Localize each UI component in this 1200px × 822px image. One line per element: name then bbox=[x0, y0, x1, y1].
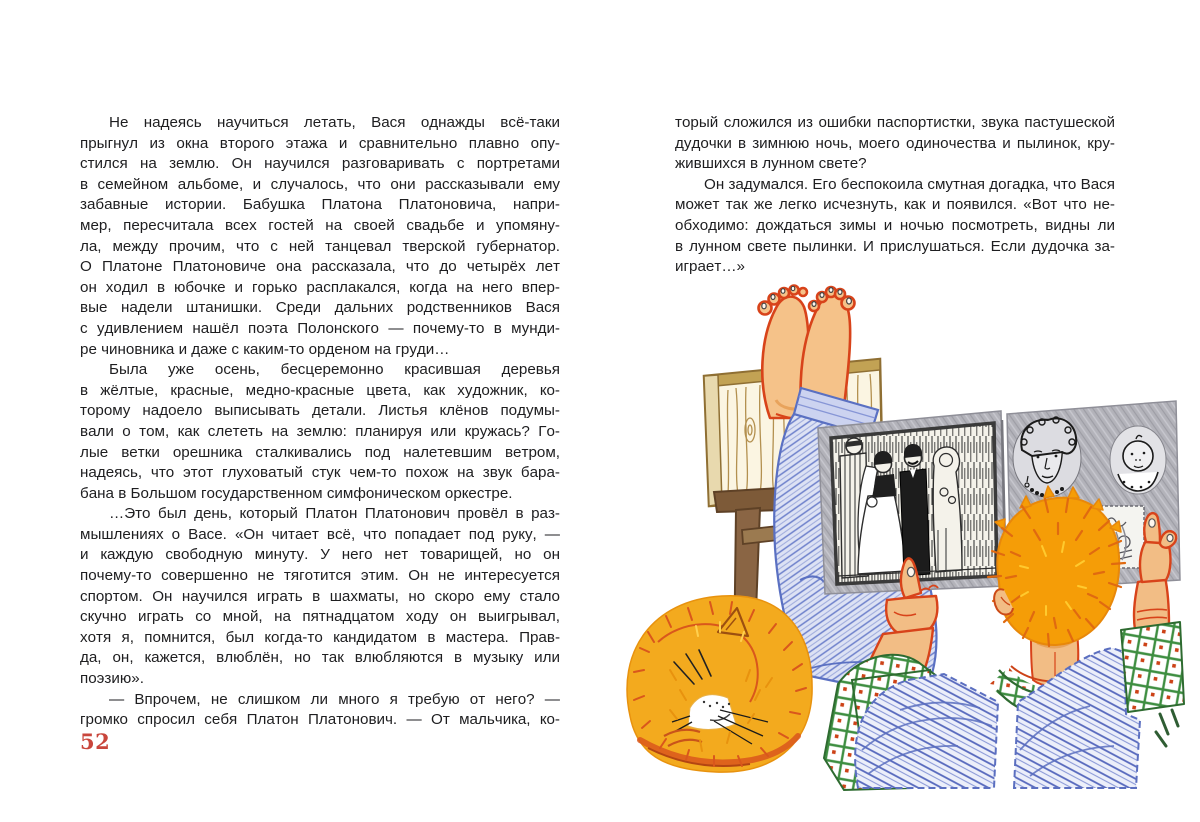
text-line: Была уже осень, бесцеремонно красившая деревья bbox=[109, 361, 560, 379]
text-line: он ходил в юбочке и горько расплакался, когда на него впер- bbox=[80, 278, 560, 296]
illustration-boy-with-album bbox=[600, 280, 1185, 805]
text-line: прыгнул из окна второго этажа и сравнительно плавно опу- bbox=[80, 134, 560, 152]
text-line: мышлениях о Васе. «Он читает всё, что попадает под руку, — bbox=[80, 525, 560, 543]
text-line: да, он, кажется, влюблён, но так влюбляются в музыку или bbox=[80, 649, 560, 667]
text-line: скучно играть со мной, на пятнадцатом ходу он выигрывал, bbox=[80, 608, 560, 626]
text-line: дудочки в зимнюю ночь, моего одиночества и пылинок, кру- bbox=[675, 134, 1115, 152]
text-line: в жёлтые, красные, медно-красные цвета, как художник, ко- bbox=[80, 381, 560, 399]
text-line: Он задумался. Его беспокоила смутная догадка, что Вася bbox=[704, 175, 1115, 193]
text-line: О Платоне Платоновиче она рассказала, что до четырёх лет bbox=[80, 258, 560, 276]
text-line: надеясь, что этот глуховатый стук чем-то похож на звук бара- bbox=[80, 464, 560, 482]
text-line: спортом. Он научился играть в шахматы, но скоро ему стало bbox=[80, 587, 560, 605]
portrait-baby bbox=[1110, 426, 1166, 494]
text-line: …Это был день, который Платон Платонович провёл в раз- bbox=[109, 505, 560, 523]
text-line: забавные истории. Бабушка Платона Платоновича, напри- bbox=[80, 196, 560, 214]
text-line: в лунном свете пылинки. И прислушаться. Если дудочка за- bbox=[675, 237, 1115, 255]
wedding-photo bbox=[831, 423, 997, 584]
text-line: хотя я, помнится, был когда-то кандидатом в мастера. Прав- bbox=[80, 628, 560, 646]
text-line: и каждую свободную минуту. У него нет товарищей, но он bbox=[80, 546, 560, 564]
text-line: торому надоело выписывать детали. Листья клёнов подумы- bbox=[80, 402, 560, 420]
text-line: поэзию». bbox=[80, 670, 144, 688]
text-line: бана в Большом государственном симфоническом оркестре. bbox=[80, 484, 513, 502]
text-line: вали о том, как слететь на землю: планируя или кружась? Го- bbox=[80, 422, 560, 440]
text-line: — Впрочем, не слишком ли много я требую от него? — bbox=[109, 690, 560, 708]
text-line: может так же легко исчезнуть, как и появился. «Вот что не- bbox=[675, 196, 1115, 214]
text-line: обходимо: дождаться зимы и ночью посмотреть, видны ли bbox=[675, 216, 1115, 234]
text-line: в семейном альбоме, и случалось, что они рассказывали ему bbox=[80, 175, 560, 193]
text-line: лые ветки орешника сталкивались под налетевшим ветром, bbox=[80, 443, 560, 461]
right-page-text bbox=[675, 113, 1115, 278]
text-line: жившихся в лунном свете? bbox=[675, 155, 867, 173]
left-page-text bbox=[80, 113, 560, 731]
text-line: мер, пересчитала всех гостей на своей свадьбе и упомяну- bbox=[80, 216, 560, 234]
text-line: вые надели штанишки. Среди дальних родственников Вася bbox=[80, 299, 560, 317]
sleeping-cat bbox=[627, 596, 812, 772]
text-line: ре чиновника и даже с каким-то орденом на груди… bbox=[80, 340, 450, 358]
text-line: почему-то совершенно не тяготится этим. Он не интересуется bbox=[80, 567, 560, 585]
text-line: играет…» bbox=[675, 258, 745, 276]
text-line: ла, между прочим, что с ней танцевал тверской губернатор. bbox=[80, 237, 560, 255]
text-line: торый сложился из ошибки паспортистки, звука пастушеской bbox=[675, 114, 1115, 131]
text-line: стился на землю. Он научился разговаривать с портретами bbox=[80, 155, 560, 173]
page-number: 52 bbox=[80, 729, 111, 754]
text-line: Не надеясь научиться летать, Вася однажды всё-таки bbox=[109, 114, 560, 131]
text-line: с удивлением нашёл поэта Полонского — почему-то в мунди- bbox=[80, 319, 560, 337]
text-line: громко спросил себя Платон Платонович. — От мальчика, ко- bbox=[80, 711, 560, 729]
